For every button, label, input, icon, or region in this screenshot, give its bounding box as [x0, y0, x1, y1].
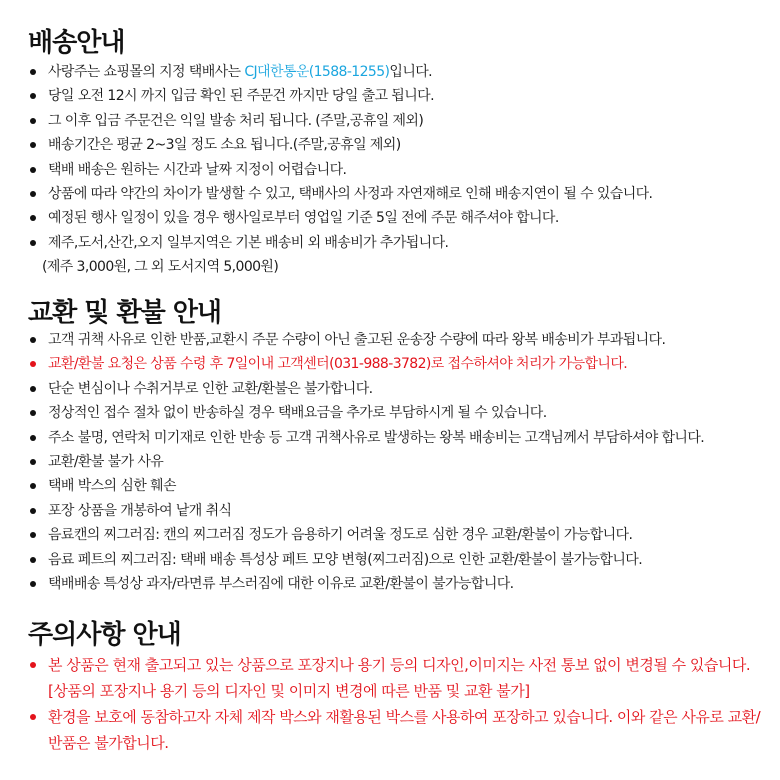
- list-item: 택배 배송은 원하는 시간과 날짜 지정이 어렵습니다.: [0, 158, 780, 182]
- list-item: 음료 페트의 찌그러짐: 택배 배송 특성상 페트 모양 변형(찌그러짐)으로 인한 교환/환불이 불가능합니다.: [0, 548, 780, 572]
- bullet-icon: [30, 167, 36, 173]
- list-item: 정상적인 접수 절차 없이 반송하실 경우 택배요금을 추가로 부담하시게 될 수 있습니다.: [0, 401, 780, 425]
- caution-title: 주의사항 안내: [28, 620, 181, 650]
- caution-list: [0, 652, 780, 756]
- list-item: 음료캔의 찌그러짐: 캔의 찌그러짐 정도가 음용하기 어려울 정도로 심한 경우 교환/환불이 가능합니다.: [0, 523, 780, 547]
- list-item: 제주,도서,산간,오지 일부지역은 기본 배송비 외 배송비가 추가됩니다. (제주 3,000원, 그 외 도서지역 5,000원): [0, 231, 780, 280]
- list-item: 택배배송 특성상 과자/라면류 부스러짐에 대한 이유로 교환/환불이 불가능합니다.: [0, 572, 780, 596]
- bullet-icon: [30, 714, 36, 720]
- bullet-icon: [30, 508, 36, 514]
- bullet-icon: [30, 240, 36, 246]
- bullet-icon: [30, 435, 36, 441]
- shipping-list: [0, 60, 780, 280]
- list-item: 주소 불명, 연락처 미기재로 인한 반송 등 고객 귀책사유로 발생하는 왕복 배송비는 고객님께서 부담하셔야 합니다.: [0, 426, 780, 450]
- list-item: 상품에 따라 약간의 차이가 발생할 수 있고, 택배사의 사정과 자연재해로 인해 배송지연이 될 수 있습니다.: [0, 182, 780, 206]
- list-item-warning: 환경을 보호에 동참하고자 자체 제작 박스와 재활용된 박스를 사용하여 포장하고 있습니다. 이와 같은 사유로 교환/ 반품은 불가합니다.: [0, 704, 780, 756]
- list-item: 단순 변심이나 수취거부로 인한 교환/환불은 불가합니다.: [0, 377, 780, 401]
- bullet-icon: [30, 557, 36, 563]
- list-item-note: (제주 3,000원, 그 외 도서지역 5,000원): [42, 259, 279, 276]
- exchange-list: [0, 328, 780, 596]
- bullet-icon: [30, 69, 36, 75]
- list-item: 포장 상품을 개봉하여 낱개 취식: [0, 499, 780, 523]
- list-item: 택배 박스의 심한 훼손: [0, 474, 780, 498]
- bullet-icon: [30, 142, 36, 148]
- list-item: 배송기간은 평균 2~3일 정도 소요 됩니다.(주말,공휴일 제외): [0, 133, 780, 157]
- courier-link[interactable]: CJ대한통운(1588-1255): [244, 64, 390, 80]
- list-item-warning: 본 상품은 현재 출고되고 있는 상품으로 포장지나 용기 등의 디자인,이미지는 사전 통보 없이 변경될 수 있습니다. [상품의 포장지나 용기 등의 디자인 및 이미지 변경에 따른 반품 및 교환 불가]: [0, 652, 780, 704]
- bullet-icon: [30, 191, 36, 197]
- bullet-icon: [30, 118, 36, 124]
- bullet-icon: [30, 532, 36, 538]
- bullet-icon: [30, 410, 36, 416]
- list-item-warning: 교환/환불 요청은 상품 수령 후 7일이내 고객센터(031-988-3782)로 접수하셔야 처리가 가능합니다.: [0, 352, 780, 376]
- list-item: 그 이후 입금 주문건은 익일 발송 처리 됩니다. (주말,공휴일 제외): [0, 109, 780, 133]
- list-item: 교환/환불 불가 사유: [0, 450, 780, 474]
- list-item: 사랑주는 쇼핑몰의 지정 택배사는 CJ대한통운(1588-1255)입니다.: [0, 60, 780, 84]
- shipping-title: 배송안내: [28, 28, 125, 58]
- list-item: 고객 귀책 사유로 인한 반품,교환시 주문 수량이 아닌 출고된 운송장 수량에 따라 왕복 배송비가 부과됩니다.: [0, 328, 780, 352]
- bullet-icon: [30, 361, 36, 367]
- exchange-title: 교환 및 환불 안내: [28, 298, 221, 328]
- bullet-icon: [30, 215, 36, 221]
- bullet-icon: [30, 386, 36, 392]
- bullet-icon: [30, 483, 36, 489]
- bullet-icon: [30, 662, 36, 668]
- list-item: 당일 오전 12시 까지 입금 확인 된 주문건 까지만 당일 출고 됩니다.: [0, 84, 780, 108]
- bullet-icon: [30, 581, 36, 587]
- bullet-icon: [30, 459, 36, 465]
- bullet-icon: [30, 93, 36, 99]
- bullet-icon: [30, 337, 36, 343]
- list-item: 예정된 행사 일정이 있을 경우 행사일로부터 영업일 기준 5일 전에 주문 해주셔야 합니다.: [0, 206, 780, 230]
